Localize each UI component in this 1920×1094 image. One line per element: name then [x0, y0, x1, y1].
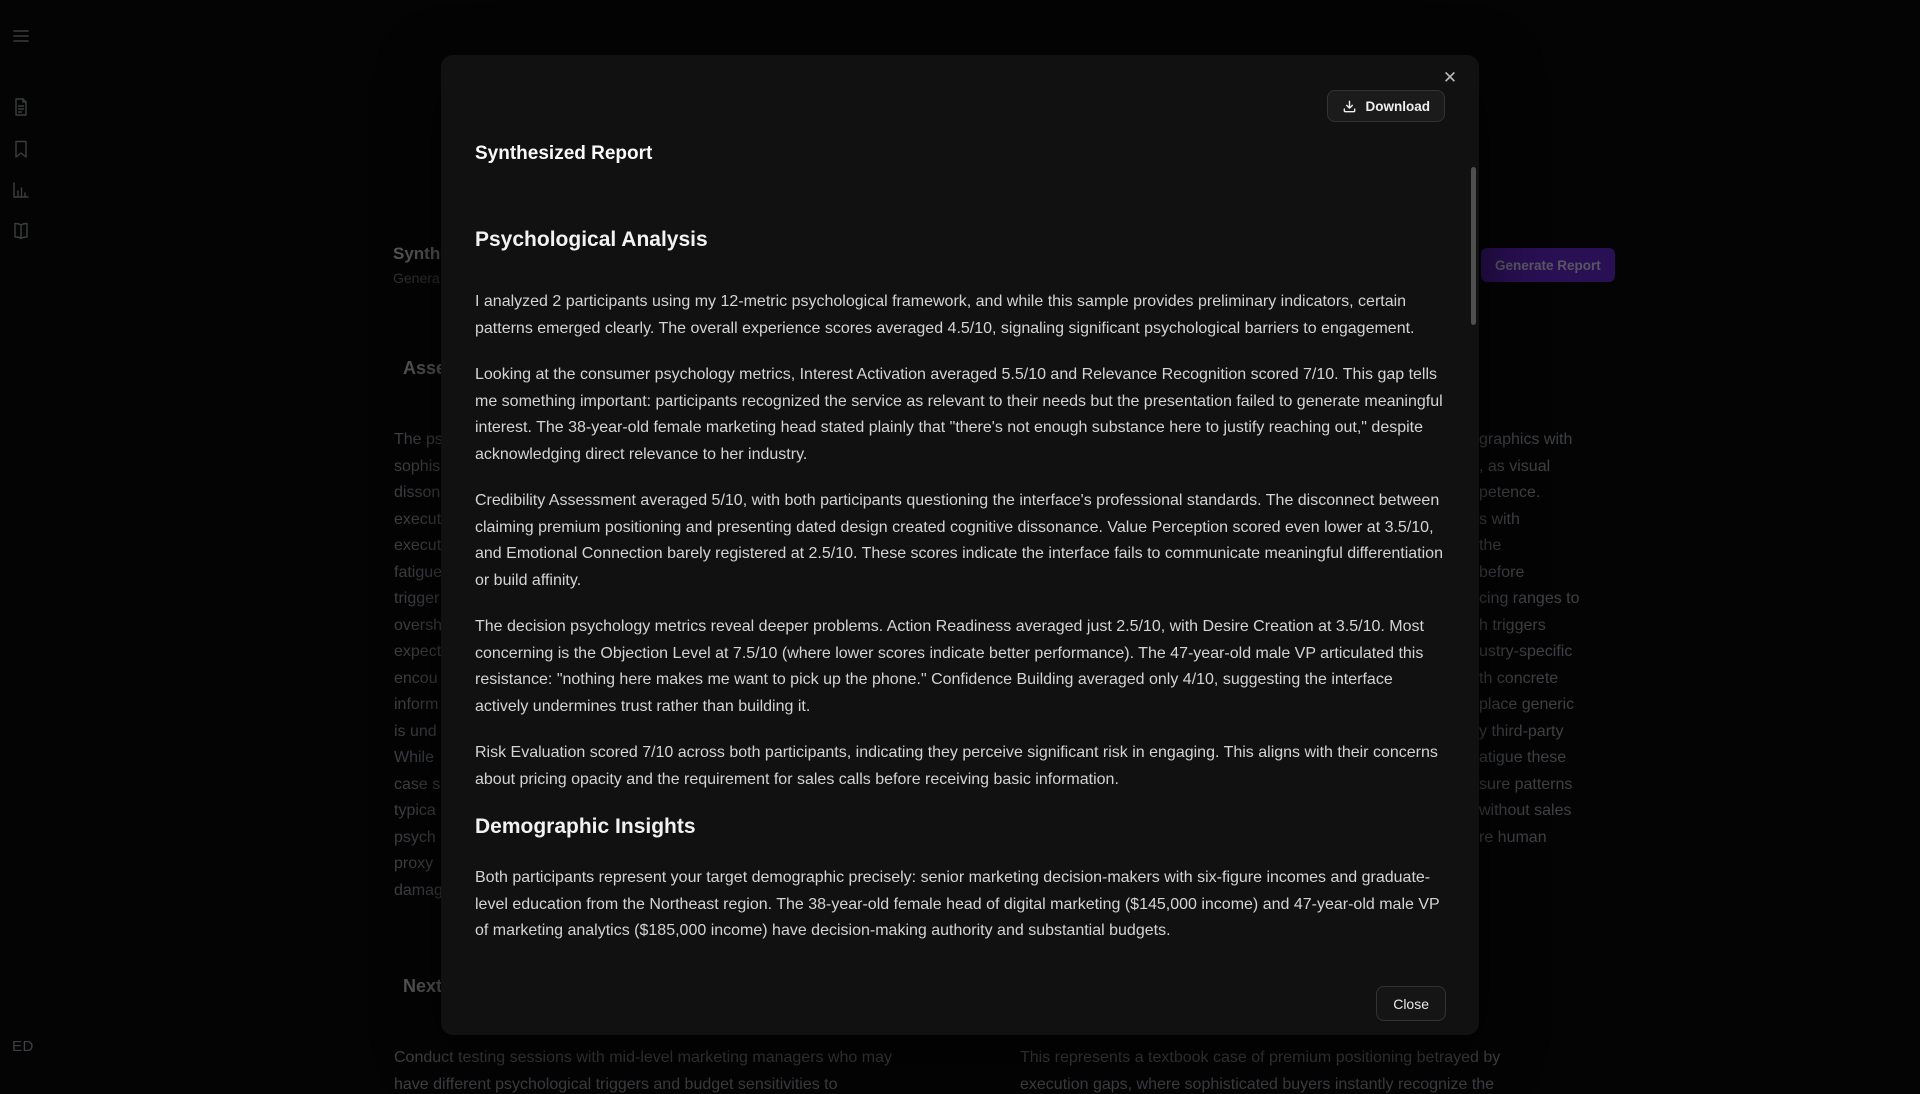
close-button[interactable]: Close [1376, 986, 1446, 1021]
synthesized-report-modal [441, 55, 1479, 1035]
report-paragraph: Credibility Assessment averaged 5/10, with both participants questioning the interface's professional standards. The disconnect between claiming premium positioning and presenting dated design created cognitive dissonance. Value Perception scored even lower at 3.5/10, and Emotional Connection barely registered at 2.5/10. These scores indicate the interface fails to communicate meaningful differentiation or build affinity. [475, 492, 1443, 589]
section-demographic-insights [475, 813, 1450, 945]
report-paragraph: Looking at the consumer psychology metrics, Interest Activation averaged 5.5/10 and Relevance Recognition scored 7/10. This gap tells me something important: participants recognized the service as relevant to their needs but the presentation failed to generate meaningful interest. The 38-year-old female marketing head stated plainly that "there's not enough substance here to justify reaching out," despite acknowledging direct relevance to her industry. [475, 366, 1443, 463]
section-heading: Psychological Analysis [475, 228, 708, 251]
modal-title: Synthesized Report [475, 143, 653, 164]
download-icon [1342, 99, 1357, 114]
modal-scrollbar-thumb[interactable] [1471, 167, 1476, 325]
section-paragraphs [475, 865, 1450, 945]
download-button[interactable] [1327, 90, 1446, 122]
close-icon[interactable]: ✕ [1442, 68, 1458, 87]
report-content [475, 226, 1450, 1020]
report-paragraph: Risk Evaluation scored 7/10 across both participants, indicating they perceive significant risk in engaging. This aligns with their concerns about pricing opacity and the requirement for sales calls before receiving basic information. [475, 744, 1438, 788]
report-paragraph: The decision psychology metrics reveal deeper problems. Action Readiness averaged just 2.5/10, with Desire Creation at 3.5/10. Most concerning is the Objection Level at 7.5/10 (where lower scores indicate better performance). The 47-year-old male VP articulated this resistance: "nothing here makes me want to pick up the phone." Confidence Building averaged only 4/10, suggesting the interface actively undermines trust rather than building it. [475, 618, 1424, 715]
download-label: Download [1365, 98, 1430, 114]
section-heading: Demographic Insights [475, 815, 696, 838]
report-paragraph: Both participants represent your target demographic precisely: senior marketing decision-makers with six-figure incomes and graduate-level education from the Northeast region. The 38-year-old female head of digital marketing ($145,000 income) and 47-year-old male VP of marketing analytics ($185,000 income) have decision-making authority and substantial budgets. [475, 869, 1440, 939]
section-psychological-analysis [475, 226, 1450, 793]
section-paragraphs [475, 289, 1450, 793]
report-paragraph: I analyzed 2 participants using my 12-metric psychological framework, and while this sample provides preliminary indicators, certain patterns emerged clearly. The overall experience scores averaged 4.5/10, signaling significant psychological barriers to engagement. [475, 293, 1415, 337]
